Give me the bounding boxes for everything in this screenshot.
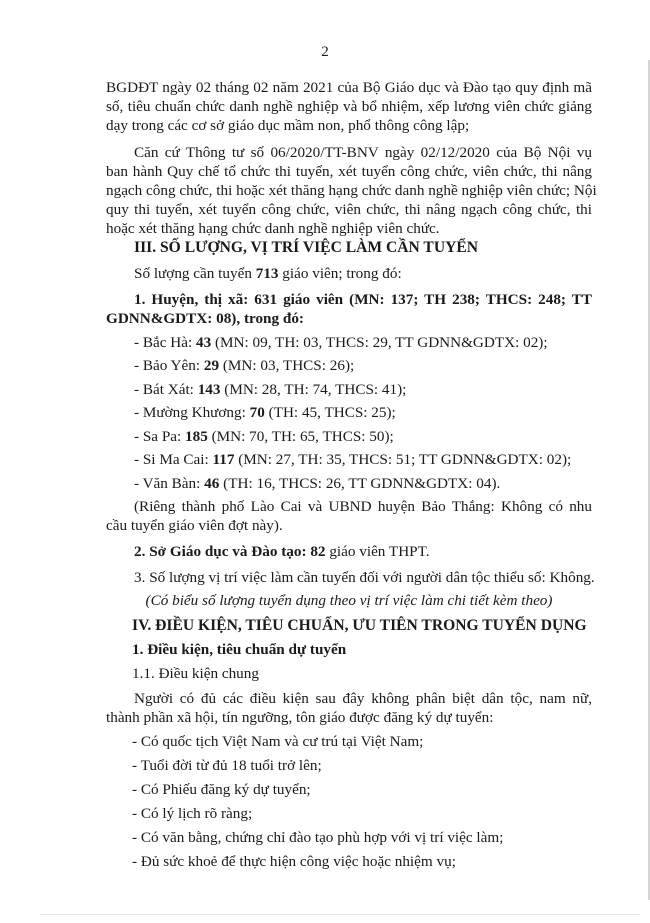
district-name: - Sa Pa: [134,428,186,445]
scan-bottom-edge [40,914,640,915]
district-detail: (TH: 16, THCS: 26, TT GDNN&GDTX: 04). [219,475,501,492]
district-line [134,474,592,493]
district-detail: (MN: 27, TH: 35, THCS: 51; TT GDNN&GDTX: 02); [234,451,572,468]
district-name: - Văn Bàn: [134,475,205,492]
district-line [134,427,592,446]
total-suffix: giáo viên; trong đó: [278,265,402,282]
district-count: 43 [196,334,212,351]
district-count: 46 [204,475,220,492]
district-detail: (MN: 70, TH: 65, THCS: 50); [207,428,394,445]
paragraph-line: Căn cứ Thông tư số 06/2020/TT-BNV ngày 02/12/2020 của Bộ Nội vụ [134,144,592,161]
district-count: 117 [212,451,235,468]
district-name: - Si Ma Cai: [134,451,213,468]
item-heading: GDNN&GDTX: 08), trong đó: [106,310,304,327]
total-prefix: Số lượng cần tuyển [134,265,256,282]
item-heading: 1. Huyện, thị xã: 631 giáo viên (MN: 137; TH 238; THCS: 248; TT [134,291,592,308]
total-line [134,264,592,283]
district-detail: (TH: 45, THCS: 25); [264,404,396,421]
paragraph-line: Người có đủ các điều kiện sau đây không phân biệt dân tộc, nam nữ, [134,690,592,707]
item-label: 2. Sở Giáo dục và Đào tạo: [134,543,311,560]
district-name: - Mường Khương: [134,404,250,421]
district-line [134,403,592,422]
subsection-heading: 1.1. Điều kiện chung [132,665,259,682]
paragraph-line: BGDĐT ngày 02 tháng 02 năm 2021 của Bộ Giáo dục và Đào tạo quy định mã [106,79,592,96]
district-count: 29 [203,357,220,374]
paragraph-line: ngạch công chức, thi hoặc xét thăng hạng chức danh nghề nghiệp viên chức; Nội [106,182,597,199]
paragraph-line: ban hành Quy chế tổ chức thi tuyển, xét tuyển công chức, viên chức, thi nâng [106,163,592,180]
item-line: 3. Số lượng vị trí việc làm cần tuyển đối với người dân tộc thiểu số: Không. [134,569,595,586]
district-name: - Bắc Hà: [134,334,196,351]
district-line [134,450,592,469]
subsection-heading: 1. Điều kiện, tiêu chuẩn dự tuyển [132,641,347,658]
total-count: 713 [255,265,279,282]
note-line: cầu tuyển giáo viên đợt này). [106,517,283,534]
paragraph-line: quy thi tuyển, xét tuyển công chức, viên chức, thi nâng ngạch công chức, thi [106,201,592,218]
item-suffix: giáo viên THPT. [325,543,430,560]
condition-item: - Có Phiếu đăng ký dự tuyển; [132,781,311,798]
district-count: 70 [249,404,265,421]
section-heading: III. SỐ LƯỢNG, VỊ TRÍ VIỆC LÀM CẦN TUYỂN [134,239,478,256]
condition-item: - Đủ sức khoẻ để thực hiện công việc hoặc nhiệm vụ; [132,853,456,870]
district-line [134,380,592,399]
section-heading: IV. ĐIỀU KIỆN, TIÊU CHUẨN, ƯU TIÊN TRONG TUYỂN DỤNG [132,617,587,634]
condition-item: - Có văn bằng, chứng chỉ đào tạo phù hợp với vị trí việc làm; [132,829,504,846]
paragraph-line: thành phần xã hội, tín ngưỡng, tôn giáo được đăng ký dự tuyển: [106,709,494,726]
item-count: 82 [310,543,326,560]
district-name: - Bảo Yên: [134,357,204,374]
note-line: (Riêng thành phố Lào Cai và UBND huyện Bảo Thắng: Không có nhu [134,498,592,515]
paragraph-line: số, tiêu chuẩn chức danh nghề nghiệp và bổ nhiệm, xếp lương viên chức giảng [106,98,592,115]
condition-item: - Tuổi đời từ đủ 18 tuổi trở lên; [132,757,322,774]
item-line [134,542,592,561]
condition-item: - Có lý lịch rõ ràng; [132,805,253,822]
condition-item: - Có quốc tịch Việt Nam và cư trú tại Việt Nam; [132,733,424,750]
attachment-note: (Có biểu số lượng tuyển dụng theo vị trí việc làm chi tiết kèm theo) [145,592,553,609]
district-count: 143 [197,381,221,398]
district-detail: (MN: 09, TH: 03, THCS: 29, TT GDNN&GDTX: 02); [211,334,548,351]
paragraph-line: dạy trong các cơ sở giáo dục mầm non, phổ thông công lập; [106,117,470,134]
paragraph-line: hoặc xét thăng hạng chức danh nghề nghiệp viên chức. [106,220,440,237]
district-detail: (MN: 03, THCS: 26); [219,357,355,374]
district-name: - Bát Xát: [134,381,198,398]
page-number: 2 [321,44,329,60]
district-line [134,333,592,352]
district-count: 185 [185,428,208,445]
district-detail: (MN: 28, TH: 74, THCS: 41); [220,381,407,398]
district-line [134,356,592,375]
